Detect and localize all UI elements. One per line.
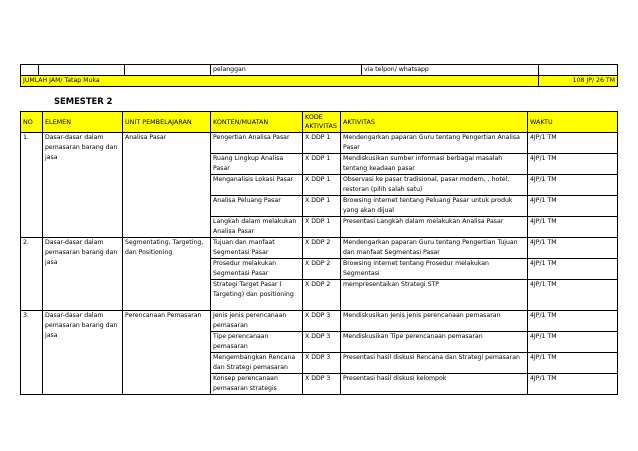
cell-kode: X DDP 3 — [303, 311, 341, 332]
cell-unit: Perencanaan Pemasaran — [123, 311, 211, 395]
cell-aktivitas: Mendiskusikan Tipe perencanaan pemasaran — [341, 332, 528, 353]
cell-kode: X DDP 3 — [303, 353, 341, 374]
continuation-cell-elemen — [39, 65, 125, 76]
header-unit: UNIT PEMBELAJARAN — [123, 112, 211, 133]
cell-elemen: Dasar-dasar dalam pemasaran barang dan jasa — [43, 311, 123, 395]
header-konten: KONTEN/MUATAN — [211, 112, 303, 133]
cell-waktu: 4JP/1 TM — [528, 133, 618, 154]
total-value: 108 JP/ 26 TM — [539, 76, 618, 87]
cell-waktu: 4JP/1 TM — [528, 374, 618, 395]
cell-aktivitas: Presentasi Langkah dalam melakukan Analisa Pasar — [341, 217, 528, 238]
continuation-table — [20, 64, 618, 87]
cell-elemen: Dasar-dasar dalam pemasaran barang dan jasa — [43, 133, 123, 238]
cell-aktivitas: Mendengarkan paparan Guru tentang Pengertian Tujuan dan manfaat Segmentasi Pasar — [341, 238, 528, 259]
cell-no: 1. — [21, 133, 43, 238]
cell-unit: Analisa Pasar — [123, 133, 211, 238]
continuation-cell-no — [21, 65, 39, 76]
continuation-cell-waktu — [539, 65, 618, 76]
cell-waktu: 4JP/1 TM — [528, 259, 618, 280]
cell-waktu: 4JP/1 TM — [528, 196, 618, 217]
header-kode: KODE AKTIVITAS — [303, 112, 341, 133]
continuation-cell-unit — [125, 65, 211, 76]
cell-aktivitas: Browsing internet tentang Prosedur melakukan Segmentasi — [341, 259, 528, 280]
cell-aktivitas: Mendengarkan paparan Guru tentang Pengertian Analisa Pasar — [341, 133, 528, 154]
header-elemen: ELEMEN — [43, 112, 123, 133]
table-body — [21, 133, 618, 395]
cell-aktivitas: Presentasi hasil diskusi Rencana dan Strategi pemasaran — [341, 353, 528, 374]
cell-waktu: 4JP/1 TM — [528, 175, 618, 196]
cell-aktivitas: Observasi ke pasar tradisional, pasar modern, , hotel, restoran (pilih salah satu) — [341, 175, 528, 196]
cell-kode: X DDP 1 — [303, 133, 341, 154]
syllabus-table — [20, 111, 618, 395]
cell-konten: Konsep perencanaan pemasaran strategis — [211, 374, 303, 395]
cell-konten: Strategi Target Pasar ( Targeting) dan positioning — [211, 280, 303, 311]
cell-waktu: 4JP/1 TM — [528, 217, 618, 238]
cell-aktivitas: Mendiskusikan sumber informasi berbagai masalah tentang keadaan pasar — [341, 154, 528, 175]
header-waktu: WAKTU — [528, 112, 618, 133]
cell-waktu: 4JP/1 TM — [528, 154, 618, 175]
table-header-row — [21, 112, 618, 133]
table-row — [21, 238, 618, 259]
cell-waktu: 4JP/1 TM — [528, 353, 618, 374]
cell-kode: X DDP 1 — [303, 196, 341, 217]
cell-kode: X DDP 1 — [303, 175, 341, 196]
cell-konten: Mengembangkan Rencana dan Strategi pemasaran — [211, 353, 303, 374]
continuation-cell-konten: pelanggan — [211, 65, 362, 76]
table-row — [21, 311, 618, 332]
cell-kode: X DDP 2 — [303, 280, 341, 311]
cell-unit: Segmentating, Targeting, dan Positioning — [123, 238, 211, 311]
total-row — [21, 76, 618, 87]
cell-no: 2. — [21, 238, 43, 311]
cell-no: 3. — [21, 311, 43, 395]
cell-konten: Tipe perencanaan pemasaran — [211, 332, 303, 353]
semester-heading: SEMESTER 2 — [54, 96, 113, 106]
continuation-cell-aktivitas: via telpon/ whatsapp — [362, 65, 539, 76]
cell-aktivitas: Presentasi hasil diskusi kelompok — [341, 374, 528, 395]
cell-waktu: 4JP/1 TM — [528, 332, 618, 353]
cell-elemen: Dasar-dasar dalam pemasaran barang dan jasa — [43, 238, 123, 311]
cell-waktu: 4JP/1 TM — [528, 311, 618, 332]
header-aktivitas: AKTIVITAS — [341, 112, 528, 133]
cell-waktu: 4JP/1 TM — [528, 238, 618, 259]
cell-konten: Tujuan dan manfaat Segmentasi Pasar — [211, 238, 303, 259]
header-no: NO — [21, 112, 43, 133]
cell-konten: Analisa Peluang Pasar — [211, 196, 303, 217]
cell-kode: X DDP 1 — [303, 217, 341, 238]
cell-konten: Langkah dalam melakukan Analisa Pasar — [211, 217, 303, 238]
cell-kode: X DDP 1 — [303, 154, 341, 175]
cell-aktivitas: Browsing internet tentang Peluang Pasar untuk produk yang akan dijual — [341, 196, 528, 217]
cell-waktu: 4JP/1 TM — [528, 280, 618, 311]
cell-kode: X DDP 2 — [303, 238, 341, 259]
continuation-row — [21, 65, 618, 76]
cell-konten: Menganalisis Lokasi Pasar — [211, 175, 303, 196]
total-label: JUMLAH JAM/ Tatap Muka — [21, 76, 539, 87]
cell-konten: Ruang Lingkup Analisa Pasar — [211, 154, 303, 175]
cell-konten: Prosedur melakukan Segmentasi Pasar — [211, 259, 303, 280]
cell-aktivitas: Mendiskusikan Jenis jenis perencanaan pemasaran — [341, 311, 528, 332]
cell-kode: X DDP 3 — [303, 332, 341, 353]
cell-konten: Pengertian Analisa Pasar — [211, 133, 303, 154]
cell-kode: X DDP 2 — [303, 259, 341, 280]
table-row — [21, 133, 618, 154]
cell-kode: X DDP 3 — [303, 374, 341, 395]
cell-konten: Jenis jenis perencanaan pemasaran — [211, 311, 303, 332]
cell-aktivitas: mempresentaikan Strategi STP — [341, 280, 528, 311]
